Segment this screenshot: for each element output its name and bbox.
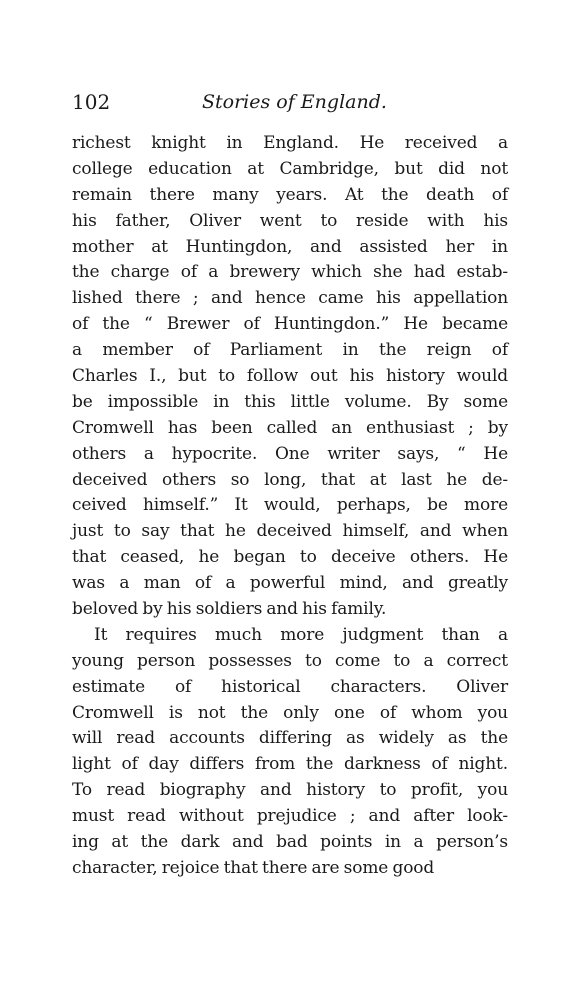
text-line: was a man of a powerful mind, and greatly [72, 573, 508, 594]
text-line: a member of Parliament in the reign of [72, 340, 508, 361]
page-number: 102 [72, 90, 111, 114]
paragraph [72, 131, 508, 623]
page-header [72, 88, 512, 116]
text-line: be impossible in this little volume. By some [72, 391, 508, 412]
text-line: deceived others so long, that at last he de- [72, 469, 508, 490]
text-line: It requires much more judgment than a [94, 624, 508, 645]
text-line: must read without prejudice ; and after look- [72, 806, 508, 827]
text-line: of the “ Brewer of Huntingdon.” He became [72, 314, 508, 335]
text-line: lished there ; and hence came his appellation [72, 288, 508, 309]
text-line: estimate of historical characters. Oliver [72, 676, 508, 697]
text-line: young person possesses to come to a correct [72, 650, 508, 671]
text-line: that ceased, he began to deceive others. He [72, 547, 508, 568]
body-text [72, 131, 508, 882]
text-line: character, rejoice that there are some good [72, 857, 435, 878]
text-line: light of day differs from the darkness of night. [72, 754, 508, 775]
text-line: ceived himself.” It would, perhaps, be more [72, 495, 508, 516]
text-line: beloved by his soldiers and his family. [72, 599, 387, 620]
text-line: others a hypocrite. One writer says, “ He [72, 443, 508, 464]
text-line: mother at Huntingdon, and assisted her in [72, 236, 508, 257]
text-line: ing at the dark and bad points in a person’s [72, 832, 508, 853]
text-line: Charles I., but to follow out his history would [72, 366, 508, 387]
text-line: Cromwell has been called an enthusiast ; by [72, 417, 508, 438]
text-line: will read accounts differing as widely as the [72, 728, 508, 749]
text-line: just to say that he deceived himself, and when [72, 521, 508, 542]
text-line: college education at Cambridge, but did not [72, 158, 508, 179]
paragraph [72, 623, 508, 882]
text-line: his father, Oliver went to reside with his [72, 210, 508, 231]
text-line: Cromwell is not the only one of whom you [72, 702, 508, 723]
text-line: the charge of a brewery which she had estab- [72, 262, 508, 283]
running-title: Stories of England. [202, 91, 387, 113]
text-line: richest knight in England. He received a [72, 133, 508, 153]
text-line: remain there many years. At the death of [72, 184, 508, 205]
text-line: To read biography and history to profit, you [72, 780, 508, 801]
